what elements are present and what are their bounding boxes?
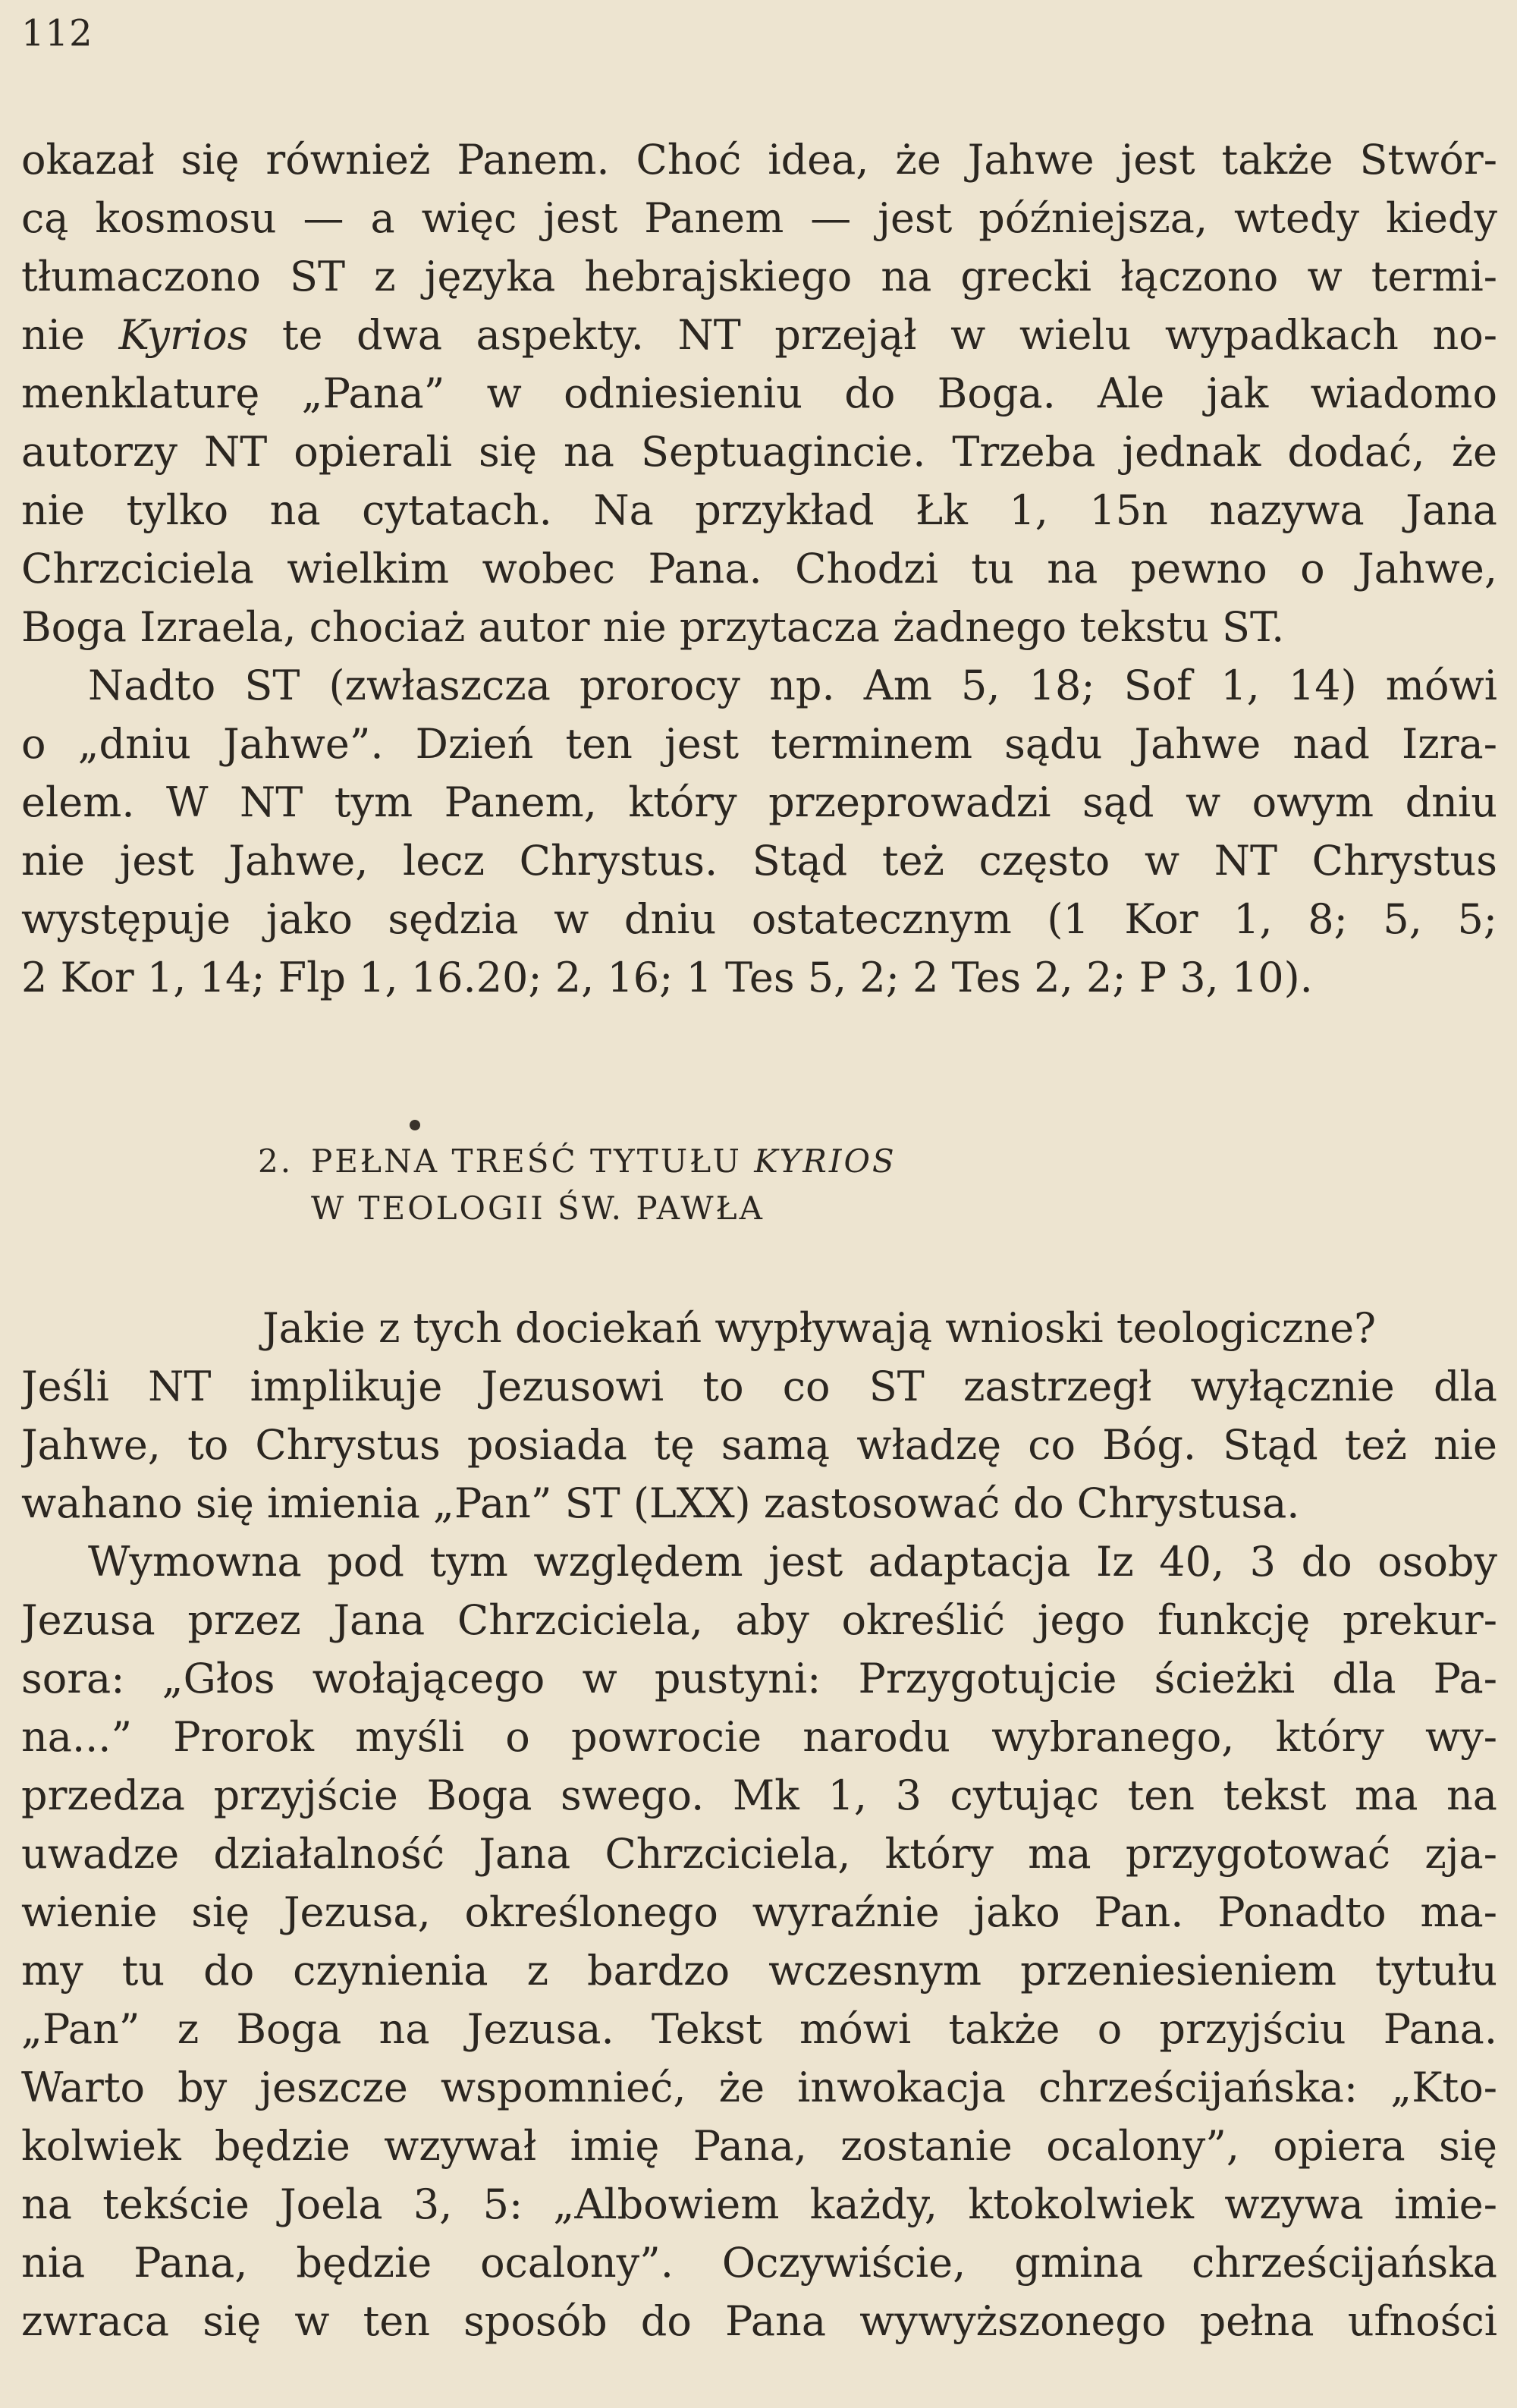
section-title-prefix: PEŁNA TREŚĆ TYTUŁU	[311, 1143, 742, 1180]
text-block-bottom	[21, 1299, 1497, 2350]
text-block-top	[21, 130, 1497, 1007]
text-line: menklaturę „Pana” w odniesieniu do Boga. Ale jak wiadomo	[21, 369, 1497, 417]
text-line: przedza przyjście Boga swego. Mk 1, 3 cytując ten tekst ma na	[21, 1771, 1497, 1819]
text-line: Jahwe, to Chrystus posiada tę samą władzę co Bóg. Stąd też nie	[21, 1421, 1497, 1469]
text-line: Chrzciciela wielkim wobec Pana. Chodzi tu na pewno o Jahwe,	[21, 545, 1497, 593]
text-line: 2 Kor 1, 14; Flp 1, 16.20; 2, 16; 1 Tes 5, 2; 2 Tes 2, 2; P 3, 10).	[21, 954, 1313, 1001]
text-line: kolwiek będzie wzywał imię Pana, zostanie ocalony”, opiera się	[21, 2122, 1497, 2170]
section-heading	[258, 1138, 897, 1232]
page-number: 112	[21, 12, 93, 55]
text-line: Wymowna pod tym względem jest adaptacja Iz 40, 3 do osoby	[88, 1538, 1497, 1586]
text-line: Boga Izraela, chociaż autor nie przytacza żadnego tekstu ST.	[21, 603, 1285, 651]
text-line: cą kosmosu — a więc jest Panem — jest późniejsza, wtedy kiedy	[21, 194, 1497, 242]
text-line: zwraca się w ten sposób do Pana wywyższonego pełna ufności	[21, 2297, 1497, 2345]
section-title-italic: KYRIOS	[754, 1143, 897, 1180]
text-line: o „dniu Jahwe”. Dzień ten jest terminem sądu Jahwe nad Izra-	[21, 720, 1497, 768]
text-line: nie jest Jahwe, lecz Chrystus. Stąd też często w NT Chrystus	[21, 837, 1497, 885]
text-line: na...” Prorok myśli o powrocie narodu wybranego, który wy-	[21, 1713, 1497, 1761]
section-heading-line-1	[258, 1138, 897, 1185]
text-line: na tekście Joela 3, 5: „Albowiem każdy, ktokolwiek wzywa imie-	[21, 2180, 1497, 2228]
section-number: 2.	[258, 1143, 294, 1180]
italic-term: Kyrios	[118, 311, 249, 359]
text-line: tłumaczono ST z języka hebrajskiego na grecki łączono w termi-	[21, 253, 1497, 300]
text-line: my tu do czynienia z bardzo wczesnym przeniesieniem tytułu	[21, 1947, 1497, 1995]
text-line: wahano się imienia „Pan” ST (LXX) zastosować do Chrystusa.	[21, 1479, 1300, 1527]
text-line: występuje jako sędzia w dniu ostatecznym (1 Kor 1, 8; 5, 5;	[21, 895, 1497, 943]
section-heading-line-2: W TEOLOGII ŚW. PAWŁA	[311, 1190, 765, 1227]
text-line: sora: „Głos wołającego w pustyni: Przygotujcie ścieżki dla Pa-	[21, 1655, 1497, 1702]
text-line: Jeśli NT implikuje Jezusowi to co ST zastrzegł wyłącznie dla	[21, 1363, 1497, 1410]
text-line: okazał się również Panem. Choć idea, że Jahwe jest także Stwór-	[21, 136, 1497, 184]
text-line: nia Pana, będzie ocalony”. Oczywiście, gmina chrześcijańska	[21, 2239, 1497, 2287]
text-line: Jakie z tych dociekań wypływają wnioski teologiczne?	[262, 1304, 1377, 1352]
text-line: wienie się Jezusa, określonego wyraźnie jako Pan. Ponadto ma-	[21, 1888, 1497, 1936]
text-line: elem. W NT tym Panem, który przeprowadzi sąd w owym dniu	[21, 778, 1497, 826]
text-line: autorzy NT opierali się na Septuagincie. Trzeba jednak dodać, że	[21, 428, 1497, 476]
text-line: Nadto ST (zwłaszcza prorocy np. Am 5, 18; Sof 1, 14) mówi	[88, 662, 1497, 709]
text-line: Jezusa przez Jana Chrzciciela, aby określić jego funkcję prekur-	[21, 1596, 1497, 1644]
text-line: nie Kyrios te dwa aspekty. NT przejął w wielu wypadkach no-	[21, 311, 1497, 359]
text-line: „Pan” z Boga na Jezusa. Tekst mówi także o przyjściu Pana.	[21, 2005, 1497, 2053]
text-line: nie tylko na cytatach. Na przykład Łk 1, 15n nazywa Jana	[21, 486, 1497, 534]
ink-dot	[410, 1120, 420, 1130]
text-line: uwadze działalność Jana Chrzciciela, który ma przygotować zja-	[21, 1830, 1497, 1878]
text-line: Warto by jeszcze wspomnieć, że inwokacja chrześcijańska: „Kto-	[21, 2064, 1497, 2111]
